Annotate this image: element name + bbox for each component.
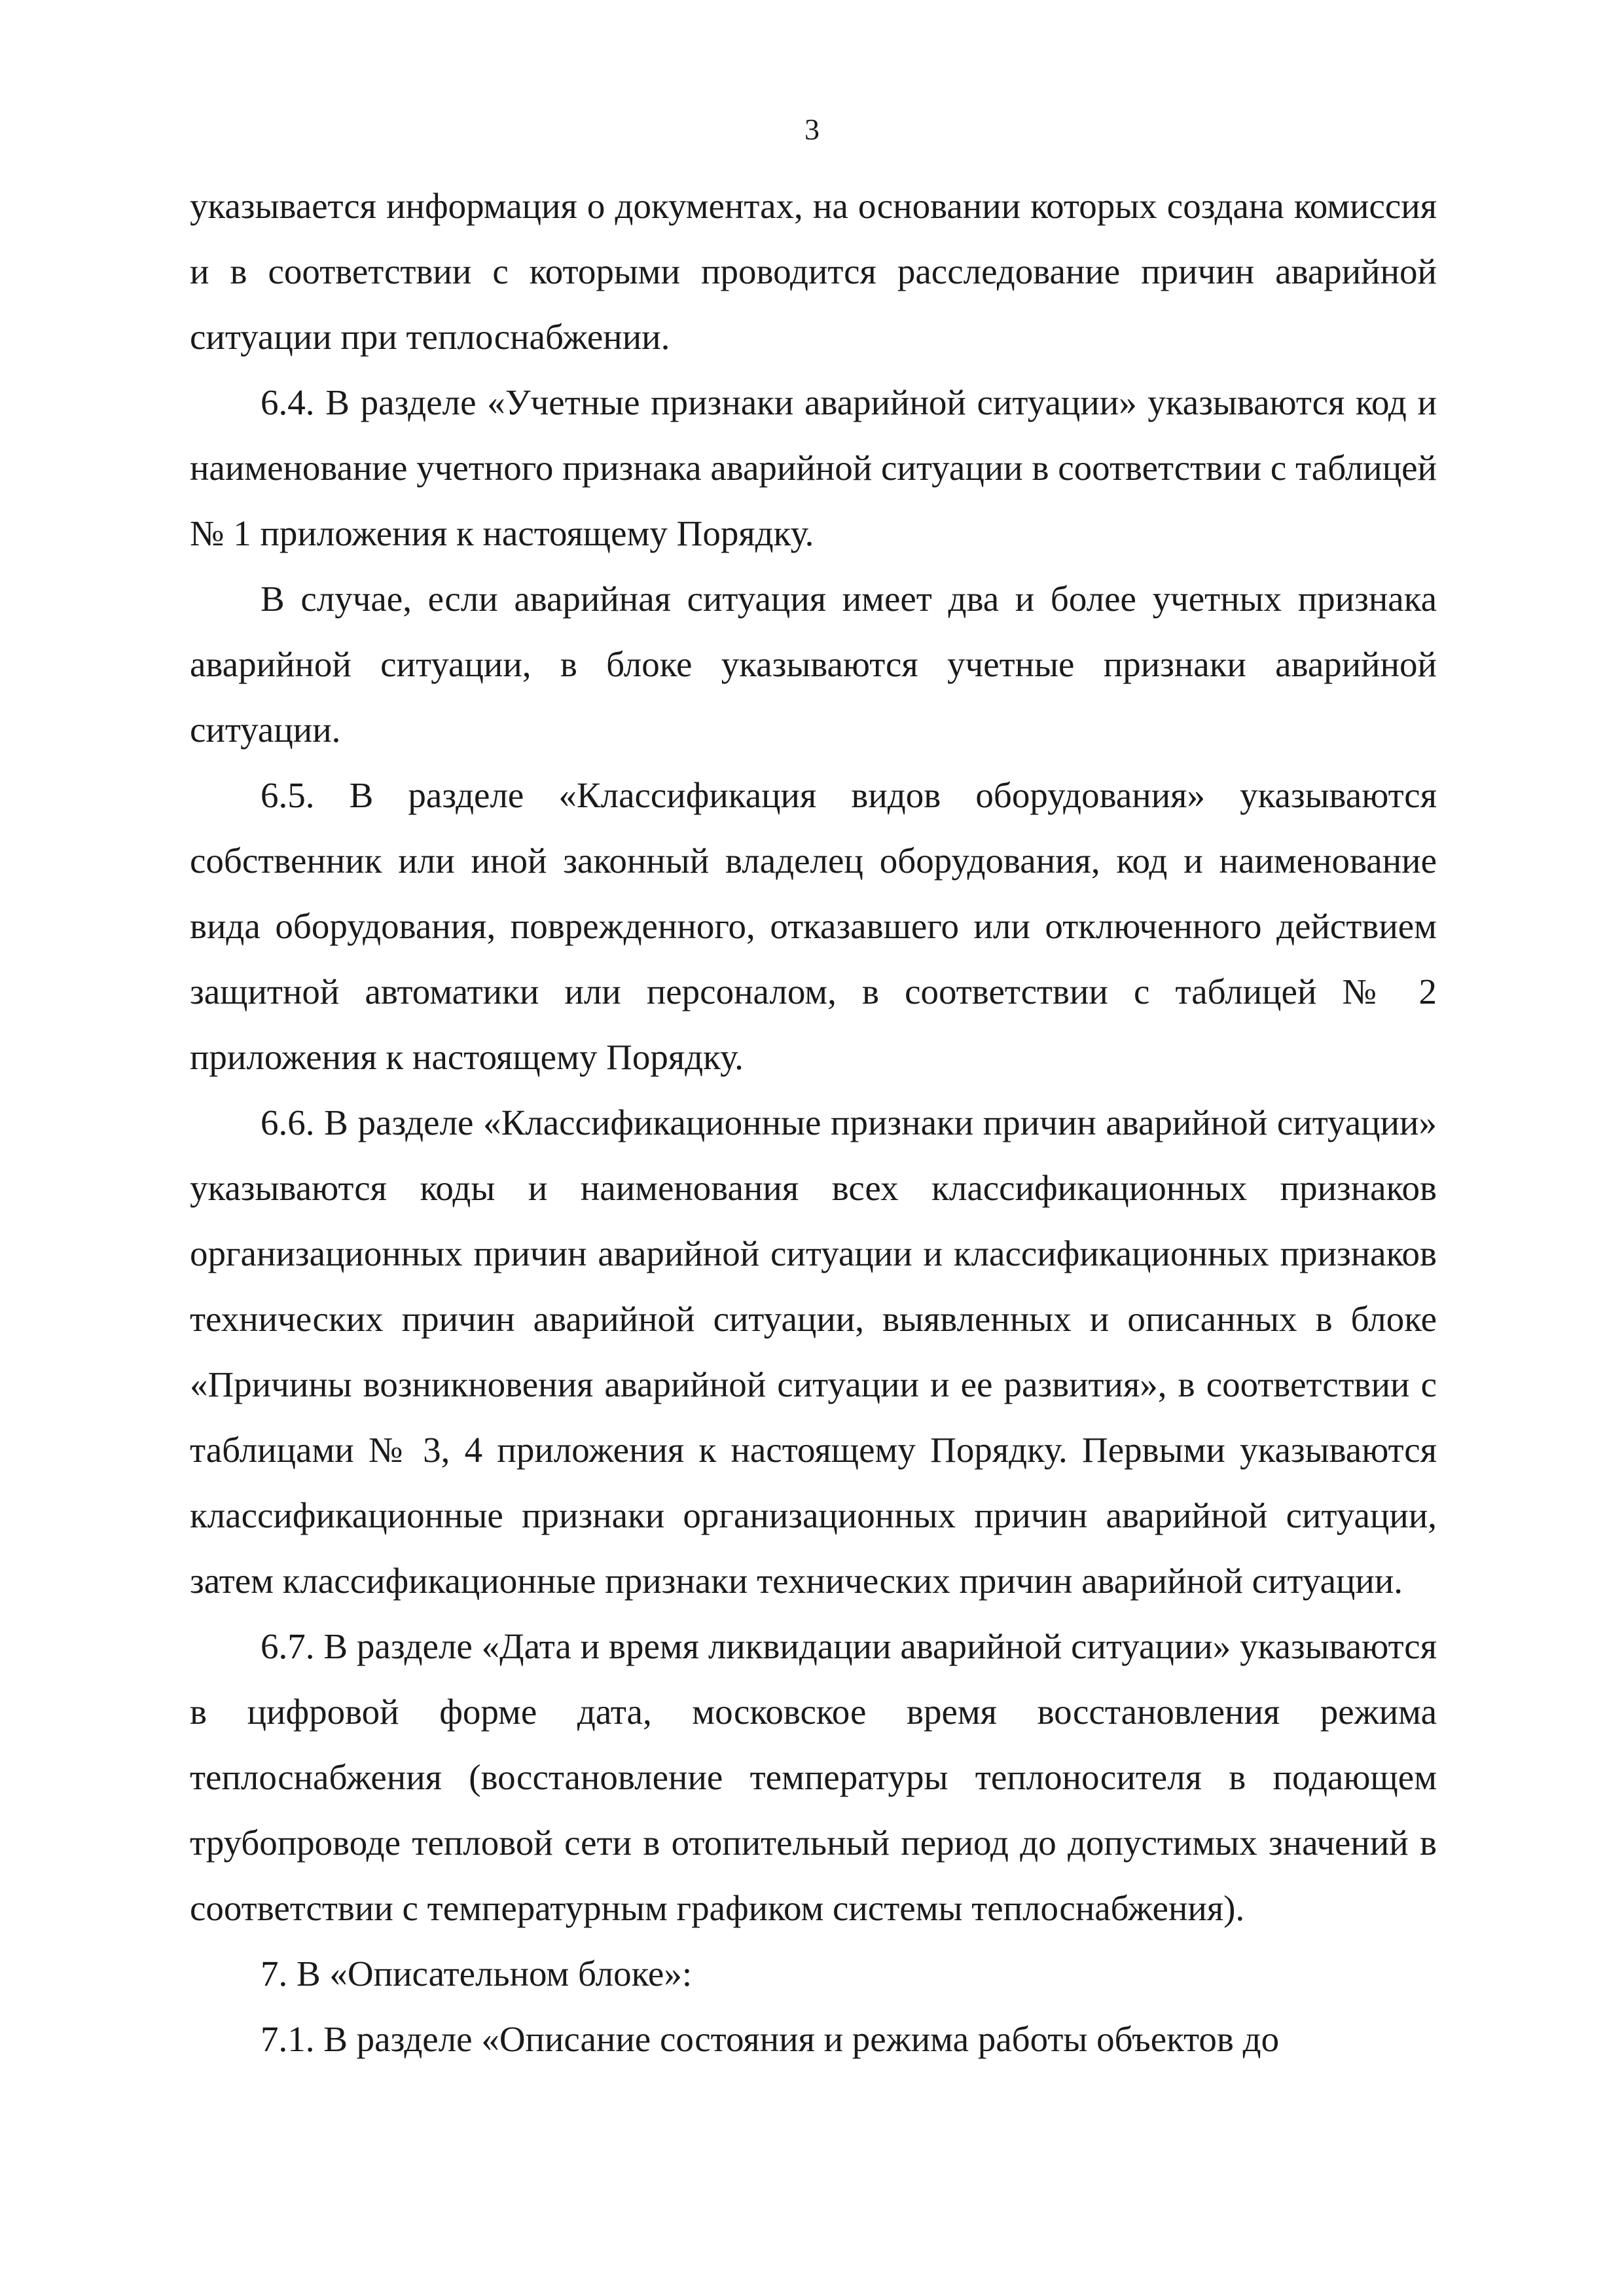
paragraph-6-5-equipment-classification: 6.5. В разделе «Классификация видов оборудования» указываются собственник или иной законный владелец оборудования, код и наименование вида оборудования, поврежденного, отказавшего или отключенного действием защитной автоматики или персоналом, в соответствии с таблицей № 2 приложения к настоящему Порядку. <box>190 775 1437 1077</box>
paragraph-6-6-cause-classification: 6.6. В разделе «Классификационные признаки причин аварийной ситуации» указываются коды и наименования всех классификационных признаков организационных причин аварийной ситуации и классификационных признаков технических причин аварийной ситуации, выявленных и описанных в блоке «Причины возникновения аварийной ситуации и ее развития», в соответствии с таблицами № 3, 4 приложения к настоящему Порядку. Первыми указываются классификационные признаки организационных причин аварийной ситуации, затем классификационные признаки технических причин аварийной ситуации. <box>190 1102 1437 1601</box>
paragraph-commission-documents: указывается информация о документах, на основании которых создана комиссия и в соответствии с которыми проводится расследование причин аварийной ситуации при теплоснабжении. <box>190 186 1437 357</box>
paragraph-6-4-accounting-signs: 6.4. В разделе «Учетные признаки аварийной ситуации» указываются код и наименование учетного признака аварийной ситуации в соответствии с таблицей № 1 приложения к настоящему Порядку. <box>190 382 1437 553</box>
paragraph-6-7-liquidation-datetime: 6.7. В разделе «Дата и время ликвидации аварийной ситуации» указываются в цифровой форме дата, московское время восстановления режима теплоснабжения (восстановление температуры теплоносителя в подающем трубопроводе тепловой сети в отопительный период до допустимых значений в соответствии с температурным графиком системы теплоснабжения). <box>190 1626 1437 1928</box>
paragraph-7-descriptive-block: 7. В «Описательном блоке»: <box>261 1954 693 1994</box>
paragraph-7-1-state-description: 7.1. В разделе «Описание состояния и режима работы объектов до <box>261 2019 1280 2059</box>
page-number: 3 <box>804 113 820 146</box>
paragraph-multiple-signs: В случае, если аварийная ситуация имеет два и более учетных признака аварийной ситуации, в блоке указываются учетные признаки аварийной ситуации. <box>190 579 1437 750</box>
document-body <box>190 173 1437 2072</box>
